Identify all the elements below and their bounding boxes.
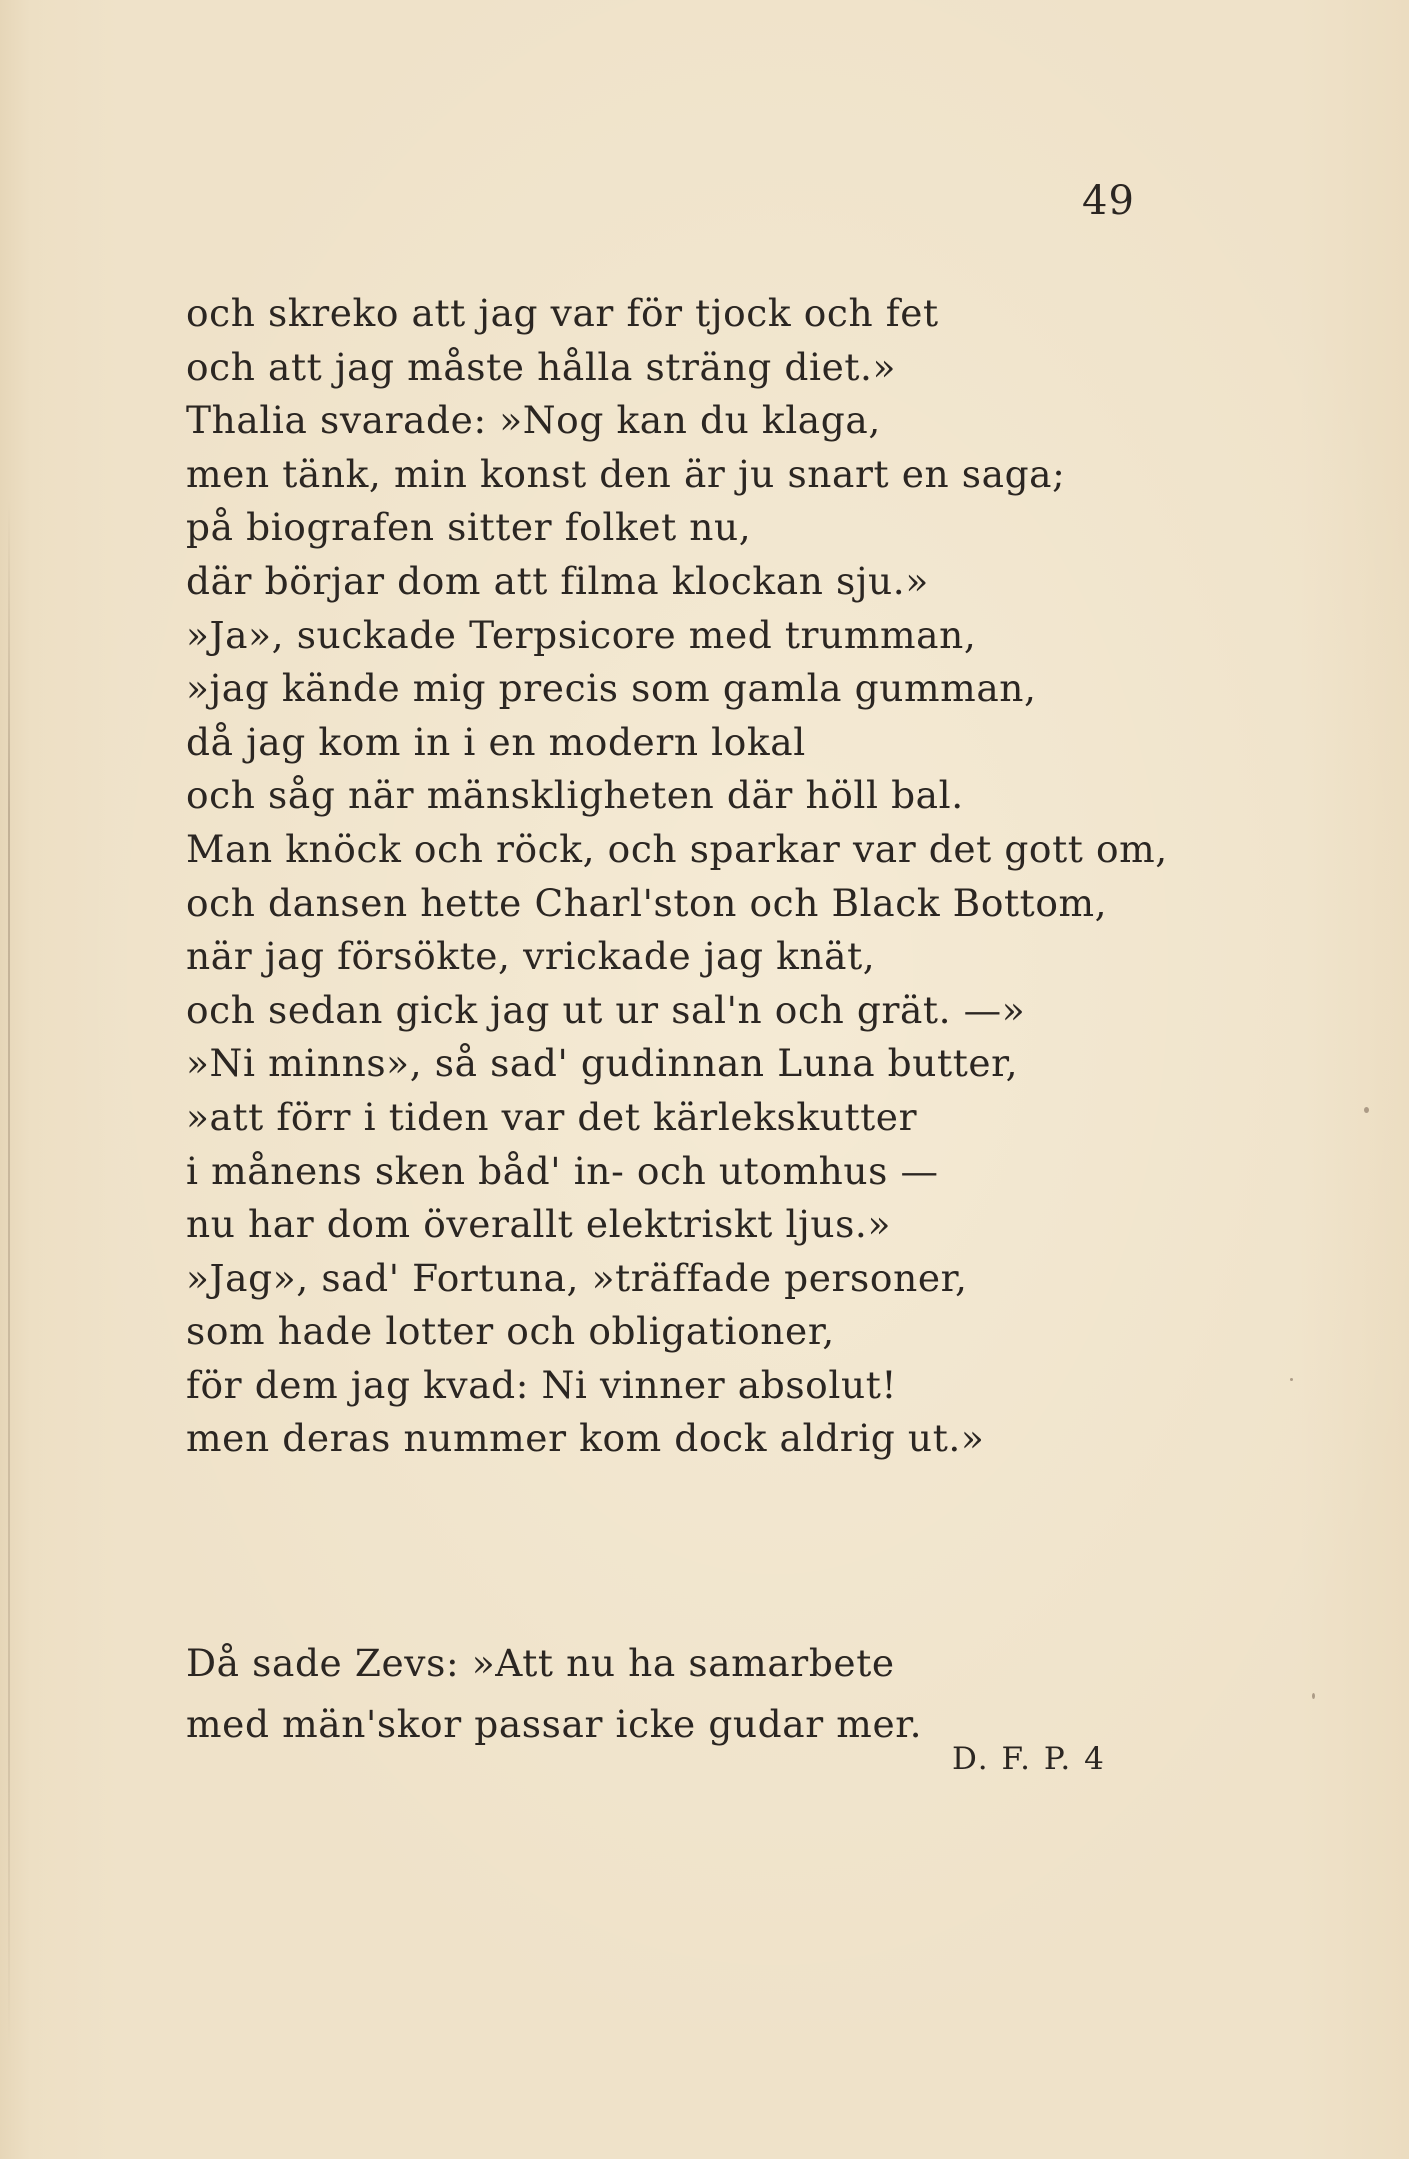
closing-line: med män'skor passar icke gudar mer. [186, 1702, 923, 1746]
binding-shadow [8, 500, 10, 2050]
poem-line: och skreko att jag var för tjock och fet [186, 291, 939, 335]
poem-line: »att förr i tiden var det kärlekskutter [186, 1094, 918, 1139]
paper-speck [1312, 1693, 1315, 1699]
poem-line: »jag kände mig precis som gamla gumman, [186, 666, 1037, 711]
poem-line: Man knöck och röck, och sparkar var det gott om, [186, 826, 1168, 871]
poem-line: som hade lotter och obligationer, [186, 1309, 835, 1354]
poem-line: och dansen hette Charl'ston och Black Bottom, [186, 880, 1108, 925]
poem-verse [186, 287, 1168, 1466]
poem-line: på biografen sitter folket nu, [186, 505, 752, 550]
poem-line: då jag kom in i en modern lokal [186, 719, 806, 764]
paper-speck [1290, 1378, 1293, 1381]
poem-line: i månens sken båd' in- och utomhus — [186, 1148, 939, 1193]
closing-line: Då sade Zevs: »Att nu ha samarbete [186, 1641, 895, 1685]
poem-line: »Jag», sad' Fortuna, »träffade personer, [186, 1255, 968, 1300]
poem-line: Thalia svarade: »Nog kan du klaga, [186, 398, 881, 443]
poem-line: men tänk, min konst den är ju snart en saga; [186, 451, 1066, 496]
paper-speck [1364, 1107, 1369, 1113]
poem-line: och såg när mänskligheten där höll bal. [186, 773, 964, 818]
closing-stanza [186, 1633, 922, 1755]
poem-line: »Ja», suckade Terpsicore med trumman, [186, 612, 977, 657]
poem-line: när jag försökte, vrickade jag knät, [186, 934, 876, 979]
signature-mark: D. F. P. 4 [952, 1741, 1106, 1777]
poem-line: och sedan gick jag ut ur sal'n och grät. —» [186, 987, 1026, 1032]
poem-line: för dem jag kvad: Ni vinner absolut! [186, 1362, 898, 1407]
poem-line: men deras nummer kom dock aldrig ut.» [186, 1416, 985, 1461]
poem-line: nu har dom överallt elektriskt ljus.» [186, 1202, 891, 1247]
page-number: 49 [1082, 178, 1135, 224]
poem-line: där börjar dom att filma klockan sju.» [186, 558, 929, 603]
poem-line: och att jag måste hålla sträng diet.» [186, 344, 897, 389]
poem-line: »Ni minns», så sad' gudinnan Luna butter, [186, 1041, 1019, 1086]
